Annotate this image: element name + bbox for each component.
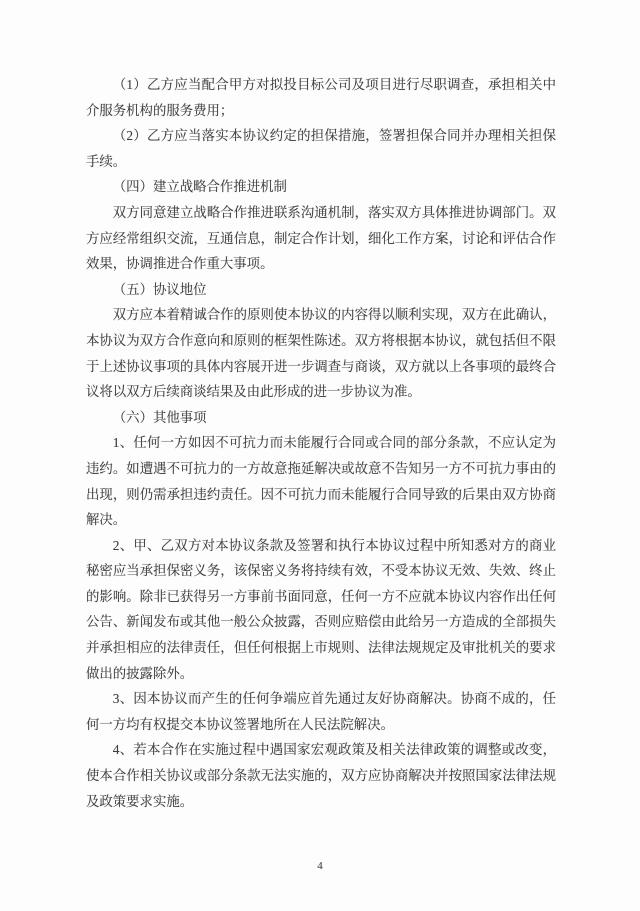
document-body [86, 72, 556, 814]
paragraph: （1）乙方应当配合甲方对拟投目标公司及项目进行尽职调查，承担相关中介服务机构的服务费用； [86, 77, 556, 118]
section-heading: （六）其他事项 [112, 409, 207, 425]
paragraph: 3、因本协议而产生的任何争端应首先通过友好协商解决。协商不成的，任何一方均有权提交本协议签署地所在人民法院解决。 [86, 691, 556, 732]
paragraph: 4、若本合作在实施过程中遇国家宏观政策及相关法律政策的调整或改变，使本合作相关协议或部分条款无法实施的，双方应协商解决并按照国家法律法规及政策要求实施。 [86, 742, 556, 809]
section-heading: （五）协议地位 [112, 281, 207, 297]
page-number: 4 [317, 860, 323, 872]
page-footer [0, 856, 640, 874]
paragraph: 双方同意建立战略合作推进联系沟通机制，落实双方具体推进协调部门。双方应经常组织交流，互通信息，制定合作计划，细化工作方案，讨论和评估合作效果，协调推进合作重大事项。 [86, 204, 556, 272]
paragraph: 2、甲、乙双方对本协议条款及签署和执行本协议过程中所知悉对方的商业秘密应当承担保密义务，该保密义务将持续有效，不受本协议无效、失效、终止的影响。除非已获得另一方事前书面同意，任何一方不应就本协议内容作出任何公告、新闻发布或其他一般公众披露，否则应赔偿由此给另一方造成的全部损失并承担相应的法律责任，但任何根据上市规则、法律法规规定及审批机关的要求做出的披露除外。 [86, 537, 556, 681]
paragraph: （2）乙方应当落实本协议约定的担保措施，签署担保合同并办理相关担保手续。 [86, 128, 556, 169]
paragraph: 1、任何一方如因不可抗力而未能履行合同或合同的部分条款，不应认定为违约。如遭遇不可抗力的一方故意拖延解决或故意不告知另一方不可抗力事由的出现，则仍需承担违约责任。因不可抗力而未能履行合同导致的后果由双方协商解决。 [86, 435, 556, 528]
paragraph: 双方应本着精诚合作的原则使本协议的内容得以顺利实现，双方在此确认，本协议为双方合作意向和原则的框架性陈述。双方将根据本协议，就包括但不限于上述协议事项的具体内容展开进一步调查与商谈，双方就以上各事项的最终合议将以双方后续商谈结果及由此形成的进一步协议为准。 [86, 307, 556, 400]
section-heading: （四）建立战略合作推进机制 [112, 179, 287, 195]
